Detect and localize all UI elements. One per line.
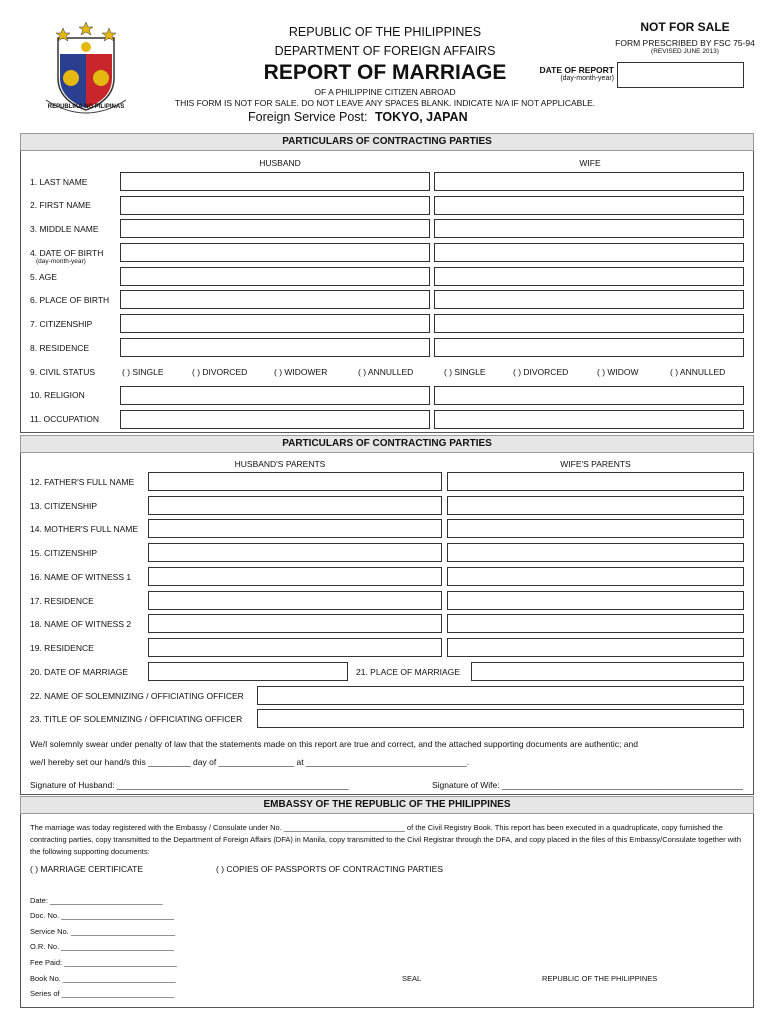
- oath-statement: We/I solemnly swear under penalty of law that the statements made on this report are true and correct, and the attached supporting documents are authentic; and: [30, 739, 638, 749]
- field-label: 10. RELIGION: [30, 390, 85, 400]
- husband-status-single[interactable]: ( ) SINGLE: [122, 367, 164, 377]
- field-label: 11. OCCUPATION: [30, 414, 99, 424]
- wife-citizenship-input[interactable]: [434, 314, 744, 333]
- form-revised: (REVISED JUNE 2013): [651, 48, 719, 55]
- witness1-residence-wife-input[interactable]: [447, 591, 744, 610]
- foreign-service-post: [248, 110, 468, 124]
- wife-dob-input[interactable]: [434, 243, 744, 262]
- father-citizenship-wife-input[interactable]: [447, 496, 744, 515]
- wife-status-annulled[interactable]: ( ) ANNULLED: [670, 367, 726, 377]
- witness2-residence-wife-input[interactable]: [447, 638, 744, 657]
- seal-logo: REPUBLIKA NG PILIPINAS: [38, 20, 134, 120]
- field-label: 13. CITIZENSHIP: [30, 501, 98, 511]
- wife-last-name-input[interactable]: [434, 172, 744, 191]
- col-wife-header: WIFE: [579, 158, 601, 168]
- republic-footer: REPUBLIC OF THE PHILIPPINES: [542, 974, 658, 983]
- father-husband-input[interactable]: [148, 472, 442, 491]
- field-label: 3. MIDDLE NAME: [30, 224, 99, 234]
- husband-status-widower[interactable]: ( ) WIDOWER: [274, 367, 328, 377]
- col-husband-header: HUSBAND: [259, 158, 301, 168]
- husband-status-annulled[interactable]: ( ) ANNULLED: [358, 367, 414, 377]
- witness1-residence-husband-input[interactable]: [148, 591, 442, 610]
- officer-name-label: 22. NAME OF SOLEMNIZING / OFFICIATING OFFICER: [30, 691, 244, 701]
- office-field[interactable]: Fee Paid: ___________________________: [30, 958, 177, 967]
- field-label: 1. LAST NAME: [30, 177, 88, 187]
- wife-middle-name-input[interactable]: [434, 219, 744, 238]
- signature-wife[interactable]: Signature of Wife: ___________________________________________________: [432, 780, 744, 790]
- date-of-report-label: DATE OF REPORT (day-month-year): [539, 65, 614, 82]
- husband-last-name-input[interactable]: [120, 172, 430, 191]
- witness2-wife-input[interactable]: [447, 614, 744, 633]
- husband-middle-name-input[interactable]: [120, 219, 430, 238]
- header-instruction: THIS FORM IS NOT FOR SALE. DO NOT LEAVE ANY SPACES BLANK. INDICATE N/A IF NOT APPLICABLE.: [174, 98, 596, 108]
- field-label: 19. RESIDENCE: [30, 643, 94, 653]
- field-label: 14. MOTHER'S FULL NAME: [30, 524, 139, 534]
- mother-husband-input[interactable]: [148, 519, 442, 538]
- office-field[interactable]: Book No. ___________________________: [30, 974, 176, 983]
- not-for-sale: NOT FOR SALE: [640, 20, 730, 34]
- officer-title-label: 23. TITLE OF SOLEMNIZING / OFFICIATING OFFICER: [30, 714, 243, 724]
- office-field[interactable]: O.R. No. ___________________________: [30, 942, 174, 951]
- office-field[interactable]: Doc. No. ___________________________: [30, 911, 174, 920]
- husband-first-name-input[interactable]: [120, 196, 430, 215]
- seal-label: SEAL: [402, 974, 422, 983]
- husband-dob-input[interactable]: [120, 243, 430, 262]
- header-republic: REPUBLIC OF THE PHILIPPINES: [288, 25, 482, 39]
- husband-religion-input[interactable]: [120, 386, 430, 405]
- field-label: 8. RESIDENCE: [30, 343, 90, 353]
- col-husband-parents-header: HUSBAND'S PARENTS: [234, 459, 326, 469]
- office-field[interactable]: Date: ___________________________: [30, 896, 163, 905]
- mother-citizenship-wife-input[interactable]: [447, 543, 744, 562]
- mother-wife-input[interactable]: [447, 519, 744, 538]
- hand-line: we/I hereby set our hand/s this _________ day of ________________ at __________________________________.: [30, 757, 470, 767]
- doc-passports[interactable]: ( ) COPIES OF PASSPORTS OF CONTRACTING PARTIES: [216, 864, 444, 874]
- place-of-marriage-label: 21. PLACE OF MARRIAGE: [356, 667, 460, 677]
- page-title: REPORT OF MARRIAGE: [263, 61, 507, 84]
- date-of-marriage-label: 20. DATE OF MARRIAGE: [30, 667, 129, 677]
- husband-occupation-input[interactable]: [120, 410, 430, 429]
- wife-age-input[interactable]: [434, 267, 744, 286]
- post-value: TOKYO, JAPAN: [374, 110, 468, 124]
- signature-husband[interactable]: Signature of Husband: _________________________________________________: [30, 780, 349, 790]
- date-of-marriage-input[interactable]: [148, 662, 348, 681]
- post-label: Foreign Service Post:: [248, 110, 368, 124]
- father-citizenship-husband-input[interactable]: [148, 496, 442, 515]
- field-label: 17. RESIDENCE: [30, 596, 94, 606]
- witness2-husband-input[interactable]: [148, 614, 442, 633]
- husband-citizenship-input[interactable]: [120, 314, 430, 333]
- field-label: 12. FATHER'S FULL NAME: [30, 477, 135, 487]
- doc-marriage-certificate[interactable]: ( ) MARRIAGE CERTIFICATE: [30, 864, 144, 874]
- registration-paragraph: The marriage was today registered with the Embassy / Consulate under No. _____________________________ of the Civil Registry Book. This report has been executed in a quadruplicate, copy furnished the contracting parties, copy transmitted to the Department of Foreign Affairs (DFA) in Manila, copy transmitted to the Civil Registrar through the DFA, and copy placed in the files of this Embassy/Consulate together with the following supporting documents:: [30, 823, 742, 856]
- field-label: 4. DATE OF BIRTH: [30, 248, 104, 258]
- wife-status-divorced[interactable]: ( ) DIVORCED: [513, 367, 569, 377]
- field-label: 16. NAME OF WITNESS 1: [30, 572, 132, 582]
- section3-title: EMBASSY OF THE REPUBLIC OF THE PHILIPPINES: [20, 796, 754, 814]
- field-label: 15. CITIZENSHIP: [30, 548, 98, 558]
- husband-place-of-birth-input[interactable]: [120, 290, 430, 309]
- wife-place-of-birth-input[interactable]: [434, 290, 744, 309]
- section1-title: PARTICULARS OF CONTRACTING PARTIES: [20, 133, 754, 151]
- officer-title-input[interactable]: [257, 709, 744, 728]
- field-label: 9. CIVIL STATUS: [30, 367, 96, 377]
- dob-hint: (day-month-year): [36, 258, 86, 265]
- field-label: 2. FIRST NAME: [30, 200, 91, 210]
- date-of-report-input[interactable]: [617, 62, 744, 88]
- husband-status-divorced[interactable]: ( ) DIVORCED: [192, 367, 248, 377]
- husband-age-input[interactable]: [120, 267, 430, 286]
- witness1-husband-input[interactable]: [148, 567, 442, 586]
- witness1-wife-input[interactable]: [447, 567, 744, 586]
- wife-status-widow[interactable]: ( ) WIDOW: [597, 367, 639, 377]
- husband-residence-input[interactable]: [120, 338, 430, 357]
- officer-name-input[interactable]: [257, 686, 744, 705]
- wife-residence-input[interactable]: [434, 338, 744, 357]
- witness2-residence-husband-input[interactable]: [148, 638, 442, 657]
- wife-religion-input[interactable]: [434, 386, 744, 405]
- field-label: 7. CITIZENSHIP: [30, 319, 93, 329]
- field-label: 6. PLACE OF BIRTH: [30, 295, 110, 305]
- section2-title: PARTICULARS OF CONTRACTING PARTIES: [20, 435, 754, 453]
- mother-citizenship-husband-input[interactable]: [148, 543, 442, 562]
- header-department: DEPARTMENT OF FOREIGN AFFAIRS: [274, 44, 496, 58]
- wife-status-single[interactable]: ( ) SINGLE: [444, 367, 486, 377]
- father-wife-input[interactable]: [447, 472, 744, 491]
- office-field[interactable]: Series of ___________________________: [30, 989, 175, 998]
- form-prescribed: FORM PRESCRIBED BY FSC 75-94: [615, 38, 755, 48]
- wife-first-name-input[interactable]: [434, 196, 744, 215]
- wife-occupation-input[interactable]: [434, 410, 744, 429]
- field-label: 5. AGE: [30, 272, 57, 282]
- field-label: 18. NAME OF WITNESS 2: [30, 619, 132, 629]
- place-of-marriage-input[interactable]: [471, 662, 744, 681]
- office-field[interactable]: Service No. _________________________: [30, 927, 176, 936]
- col-wife-parents-header: WIFE'S PARENTS: [560, 459, 631, 469]
- header-subtitle: OF A PHILIPPINE CITIZEN ABROAD: [314, 87, 456, 97]
